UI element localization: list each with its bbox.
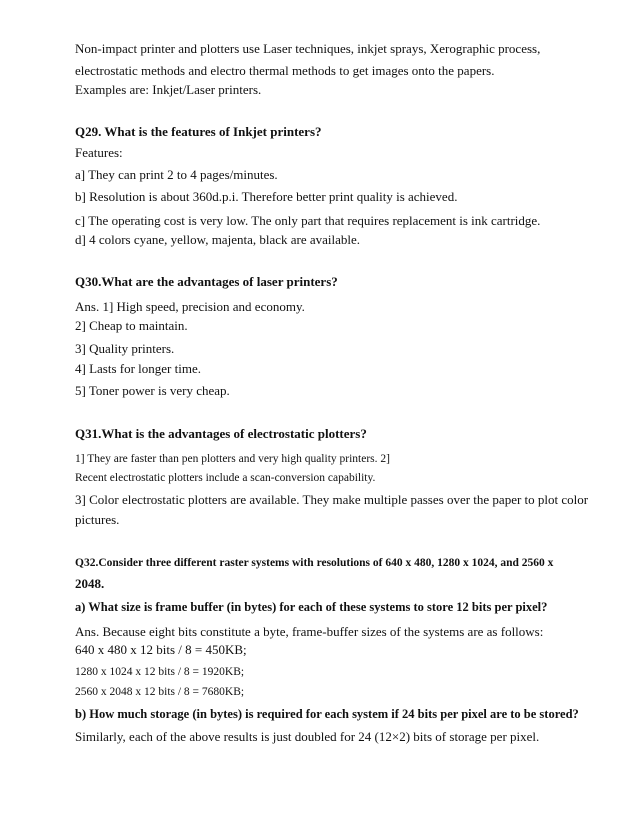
q32-answer-line-4: 2560 x 2048 x 12 bits / 8 = 7680KB; — [75, 686, 245, 698]
q32-heading-line-1: Q32.Consider three different raster systems with resolutions of 640 x 480, 1280 x 1024, and 2560 x — [75, 557, 554, 569]
q30-item: 3] Quality printers. — [75, 341, 175, 356]
q32-answer-line-2: 640 x 480 x 12 bits / 8 = 450KB; — [75, 642, 247, 657]
q30-item: 4] Lasts for longer time. — [75, 361, 201, 376]
q29-features-label: Features: — [75, 145, 123, 160]
q32-part-b: b) How much storage (in bytes) is required for each system if 24 bits per pixel are to be stored? — [75, 707, 579, 721]
q32-heading-line-2: 2048. — [75, 576, 105, 591]
q32-answer-line-1: Ans. Because eight bits constitute a byte, frame-buffer sizes of the systems are as follows: — [75, 624, 544, 639]
q31-line-1: 1] They are faster than pen plotters and very high quality printers. 2] — [75, 453, 390, 465]
intro-line-3: Examples are: Inkjet/Laser printers. — [75, 82, 262, 97]
q32-answer-b: Similarly, each of the above results is just doubled for 24 (12×2) bits of storage per pixel. — [75, 729, 540, 744]
q30-item: Ans. 1] High speed, precision and economy. — [75, 299, 305, 314]
q31-line-2: Recent electrostatic plotters include a scan-conversion capability. — [75, 472, 376, 484]
q31-heading: Q31.What is the advantages of electrostatic plotters? — [75, 426, 367, 441]
q29-item: a] They can print 2 to 4 pages/minutes. — [75, 167, 278, 182]
q32-answer-line-3: 1280 x 1024 x 12 bits / 8 = 1920KB; — [75, 666, 245, 678]
q29-item: c] The operating cost is very low. The only part that requires replacement is ink cartridge. — [75, 213, 541, 228]
q30-heading: Q30.What are the advantages of laser printers? — [75, 274, 338, 289]
intro-line-2: electrostatic methods and electro thermal methods to get images onto the papers. — [75, 63, 495, 78]
q29-item: d] 4 colors cyane, yellow, majenta, black are available. — [75, 232, 361, 247]
q31-line-3: 3] Color electrostatic plotters are available. They make multiple passes over the paper to plot color — [75, 492, 589, 507]
q31-line-4: pictures. — [75, 512, 120, 527]
q29-heading: Q29. What is the features of Inkjet printers? — [75, 124, 322, 139]
intro-line-1: Non-impact printer and plotters use Laser techniques, inkjet sprays, Xerographic process, — [75, 41, 541, 56]
q32-part-a: a) What size is frame buffer (in bytes) for each of these systems to store 12 bits per pixel? — [75, 600, 548, 614]
q29-item: b] Resolution is about 360d.p.i. Therefore better print quality is achieved. — [75, 189, 458, 204]
q30-item: 5] Toner power is very cheap. — [75, 383, 230, 398]
q30-item: 2] Cheap to maintain. — [75, 318, 188, 333]
